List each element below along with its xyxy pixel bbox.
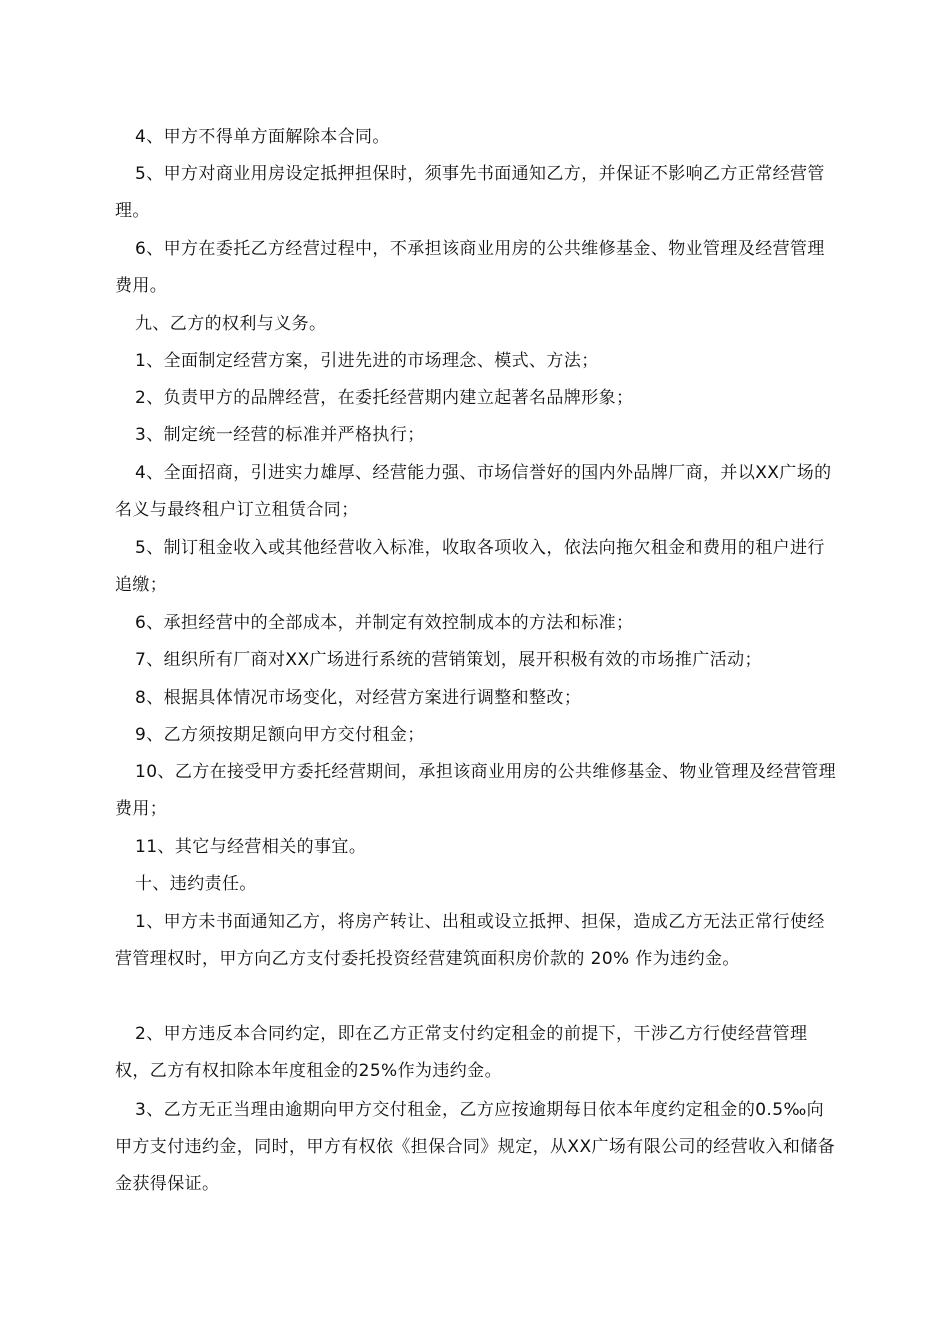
paragraph-9-1: 1、全面制定经营方案，引进先进的市场理念、模式、方法； [135, 351, 599, 371]
paragraph-9-7: 7、组织所有厂商对XX广场进行系统的营销策划，展开积极有效的市场推广活动； [135, 650, 762, 670]
paragraph-9-3: 3、制定统一经营的标准并严格执行； [135, 425, 425, 445]
paragraph-8-5: 5、甲方对商业用房设定抵押担保时，须事先书面通知乙方，并保证不影响乙方正常经营管理。 [115, 164, 825, 221]
paragraph-9-2: 2、负责甲方的品牌经营，在委托经营期内建立起著名品牌形象； [135, 388, 634, 408]
section-heading-9: 九、乙方的权利与义务。 [135, 314, 327, 334]
paragraph-9-11: 11、其它与经营相关的事宜。 [135, 837, 367, 857]
paragraph-9-10: 10、乙方在接受甲方委托经营期间，承担该商业用房的公共维修基金、物业管理及经营管理费用； [115, 762, 837, 819]
paragraph-9-8: 8、根据具体情况市场变化，对经营方案进行调整和整改； [135, 688, 582, 708]
paragraph-9-4: 4、全面招商，引进实力雄厚、经营能力强、市场信誉好的国内外品牌厂商，并以XX广场的名义与最终租户订立租赁合同； [115, 463, 832, 520]
paragraph-10-3: 3、乙方无正当理由逾期向甲方交付租金，乙方应按逾期每日依本年度约定租金的0.5‰向甲方支付违约金，同时，甲方有权依《担保合同》规定，从XX广场有限公司的经营收入和储备金获得保证。 [115, 1100, 836, 1194]
paragraph-9-5: 5、制订租金收入或其他经营收入标准，收取各项收入，依法向拖欠租金和费用的租户进行追缴； [115, 538, 825, 595]
paragraph-8-6: 6、甲方在委托乙方经营过程中，不承担该商业用房的公共维修基金、物业管理及经营管理费用。 [115, 239, 825, 296]
paragraph-8-4: 4、甲方不得单方面解除本合同。 [135, 127, 390, 147]
paragraph-9-9: 9、乙方须按期足额向甲方交付租金； [135, 725, 425, 745]
paragraph-10-1: 1、甲方未书面通知乙方，将房产转让、出租或设立抵押、担保，造成乙方无法正常行使经营管理权时，甲方向乙方支付委托投资经营建筑面积房价款的 20% 作为违约金。 [115, 912, 825, 969]
paragraph-10-2: 2、甲方违反本合同约定，即在乙方正常支付约定租金的前提下，干涉乙方行使经营管理权，乙方有权扣除本年度租金的25%作为违约金。 [115, 1024, 808, 1081]
section-heading-10: 十、违约责任。 [135, 874, 257, 894]
paragraph-9-6: 6、承担经营中的全部成本，并制定有效控制成本的方法和标准； [135, 613, 634, 633]
